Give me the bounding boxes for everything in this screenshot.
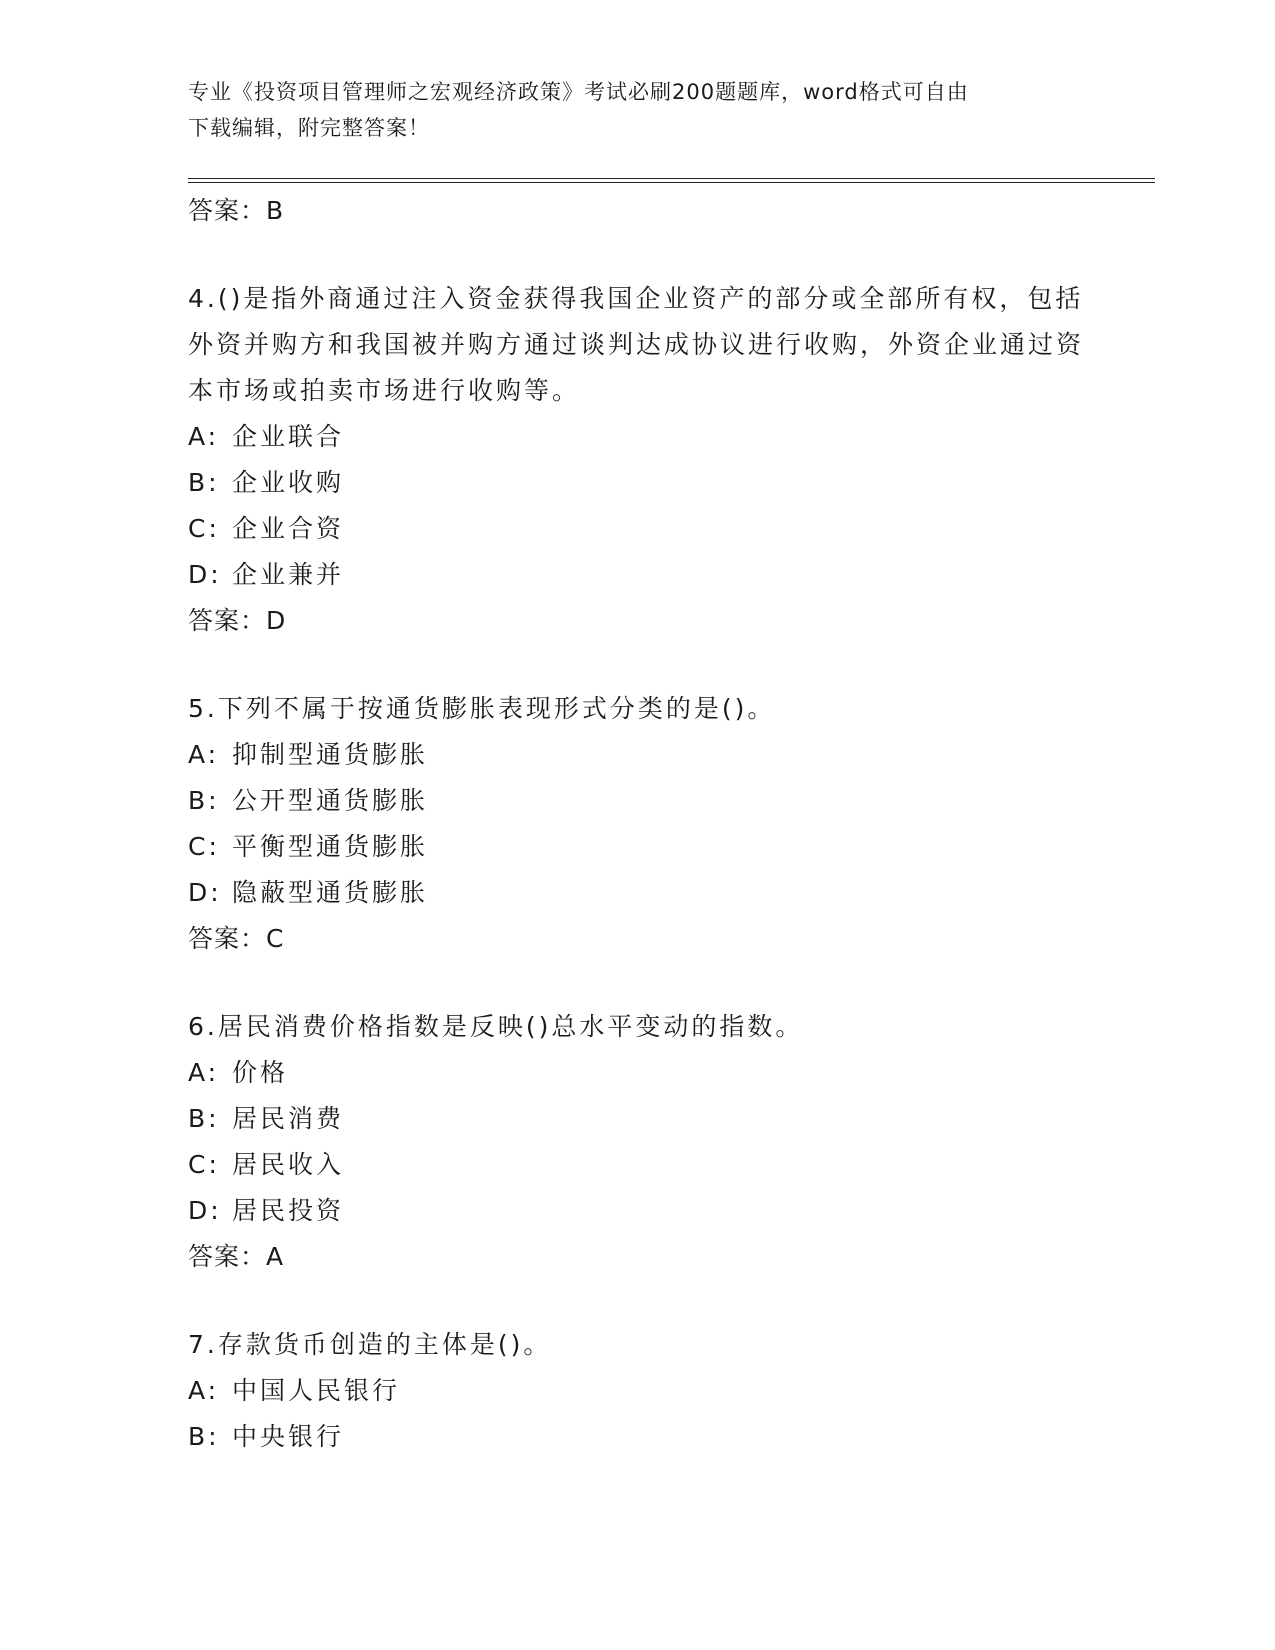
question-list [188, 188, 1088, 1460]
option-letter: A: [188, 422, 220, 451]
option-text: 企业合资 [232, 514, 345, 543]
option-letter: B: [188, 1104, 220, 1133]
header-divider-top [188, 178, 1155, 179]
option-d [188, 552, 1088, 598]
option-text: 居民消费 [232, 1104, 345, 1133]
option-text: 价格 [232, 1058, 289, 1087]
answer-line: 答案：A [188, 1242, 285, 1271]
header-title-line-1: 专业《投资项目管理师之宏观经济政策》考试必刷200题题库，word格式可自由 [188, 80, 969, 104]
option-letter: B: [188, 1422, 220, 1451]
option-d [188, 1188, 1088, 1234]
option-text: 居民投资 [232, 1196, 345, 1225]
option-a [188, 1050, 1088, 1096]
option-text: 公开型通货膨胀 [232, 786, 429, 815]
option-a [188, 1368, 1088, 1414]
question-stem: 6.居民消费价格指数是反映()总水平变动的指数。 [188, 1012, 804, 1041]
option-text: 企业收购 [232, 468, 345, 497]
option-letter: A: [188, 1376, 220, 1405]
question-4 [188, 276, 1088, 644]
question-5 [188, 686, 1088, 962]
header-divider-bottom [188, 182, 1155, 183]
answer-line: 答案：D [188, 606, 287, 635]
option-d [188, 870, 1088, 916]
option-b [188, 1096, 1088, 1142]
option-letter: B: [188, 786, 220, 815]
option-b [188, 778, 1088, 824]
option-letter: D: [188, 878, 222, 907]
option-text: 平衡型通货膨胀 [232, 832, 429, 861]
option-text: 企业兼并 [232, 560, 345, 589]
option-letter: A: [188, 1058, 220, 1087]
option-text: 居民收入 [232, 1150, 345, 1179]
option-c [188, 824, 1088, 870]
question-7 [188, 1322, 1088, 1460]
option-text: 隐蔽型通货膨胀 [232, 878, 429, 907]
previous-answer: 答案：B [188, 196, 285, 225]
option-c [188, 506, 1088, 552]
answer-line: 答案：C [188, 924, 285, 953]
question-stem: 4.()是指外商通过注入资金获得我国企业资产的部分或全部所有权，包括外资并购方和我国被并购方通过谈判达成协议进行收购，外资企业通过资本市场或拍卖市场进行收购等。 [188, 284, 1085, 405]
option-letter: D: [188, 560, 222, 589]
question-stem: 5.下列不属于按通货膨胀表现形式分类的是()。 [188, 694, 776, 723]
option-text: 中央银行 [232, 1422, 345, 1451]
document-header [188, 74, 1088, 146]
option-letter: C: [188, 1150, 220, 1179]
option-text: 中国人民银行 [232, 1376, 401, 1405]
option-letter: D: [188, 1196, 222, 1225]
option-b [188, 1414, 1088, 1460]
option-a [188, 732, 1088, 778]
option-letter: C: [188, 832, 220, 861]
option-letter: B: [188, 468, 220, 497]
option-c [188, 1142, 1088, 1188]
question-stem: 7.存款货币创造的主体是()。 [188, 1330, 552, 1359]
header-title-line-2: 下载编辑，附完整答案！ [188, 116, 430, 140]
option-a [188, 414, 1088, 460]
question-6 [188, 1004, 1088, 1280]
option-letter: C: [188, 514, 220, 543]
option-text: 企业联合 [232, 422, 345, 451]
option-b [188, 460, 1088, 506]
option-letter: A: [188, 740, 220, 769]
option-text: 抑制型通货膨胀 [232, 740, 429, 769]
